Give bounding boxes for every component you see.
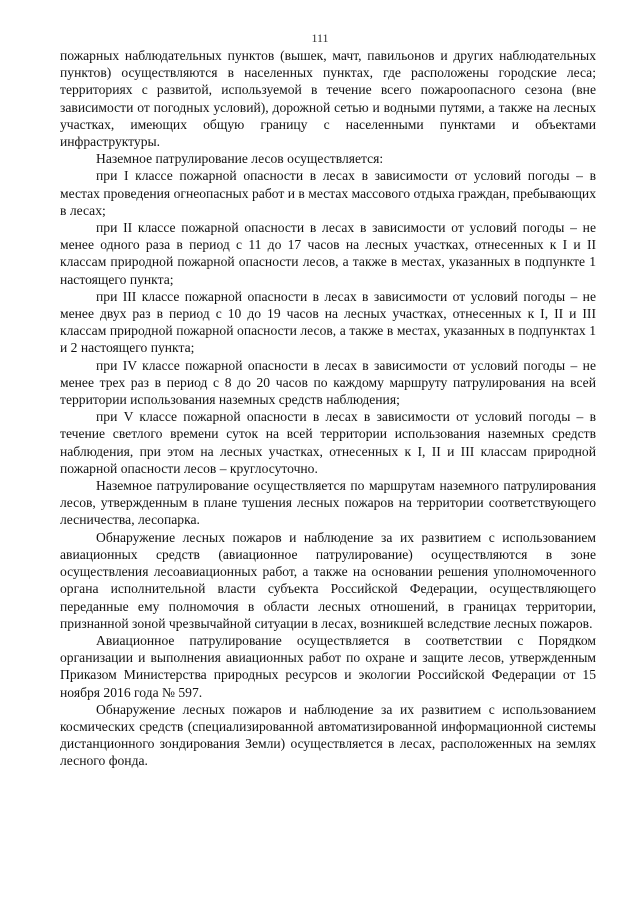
paragraph: Обнаружение лесных пожаров и наблюдение за их развитием с использованием космических средств (специализированной автоматизированной информационной системы дистанционного зондирования Земли) осуществляется в лесах, расположенных на землях лесного фонда. [60, 701, 596, 769]
paragraph: Авиационное патрулирование осуществляется в соответствии с Порядком организации и выполнения авиационных работ по охране и защите лесов, утвержденным Приказом Министерства природных ресурсов и экологии Российской Федерации от 15 ноября 2016 года № 597. [60, 632, 596, 700]
paragraph: Наземное патрулирование лесов осуществляется: [96, 151, 384, 167]
paragraph: при II классе пожарной опасности в лесах в зависимости от условий погоды – не менее одного раза в период с 11 до 17 часов на лесных участках, отнесенных к I и II классам природной пожарной опасности лесов, а также в местах, указанных в подпункте 1 настоящего пункта; [60, 220, 596, 287]
paragraph: при I классе пожарной опасности в лесах в зависимости от условий погоды – в местах проведения огнеопасных работ и в местах массового отдыха граждан, пребывающих в лесах; [60, 168, 596, 218]
paragraph: при IV классе пожарной опасности в лесах в зависимости от условий погоды – не менее трех раз в период с 8 до 20 часов по каждому маршруту патрулирования на всей территории использования наземных средств наблюдения; [60, 357, 596, 408]
paragraph: Наземное патрулирование осуществляется по маршрутам наземного патрулирования лесов, утвержденным в плане тушения лесных пожаров на территории соответствующего лесничества, лесопарка. [60, 478, 596, 528]
body-text [60, 47, 596, 770]
paragraph: при III классе пожарной опасности в лесах в зависимости от условий погоды – не менее двух раз в период с 10 до 19 часов на лесных участках, отнесенных к I, II и III классам природной пожарной опасности лесов, а также в местах, указанных в подпунктах 1 и 2 настоящего пункта; [60, 288, 596, 356]
paragraph: Обнаружение лесных пожаров и наблюдение за их развитием с использованием авиационных средств (авиационное патрулирование) осуществляются в зоне осуществления лесоавиационных работ, а также на основании решения уполномоченного органа исполнительной власти субъекта Российской Федерации, осуществляющего переданные ему полномочия в области лесных отношений, в границах территории, признанной зоной чрезвычайной ситуации в лесах, возникшей вследствие лесных пожаров. [60, 529, 596, 631]
paragraph: при V классе пожарной опасности в лесах в зависимости от условий погоды – в течение светлого времени суток на всей территории использования наземных средств наблюдения, при этом на лесных участках, отнесенных к I, II и III классам природной пожарной опасности лесов – круглосуточно. [60, 409, 596, 476]
paragraph: пожарных наблюдательных пунктов (вышек, мачт, павильонов и других наблюдательных пунктов) осуществляются в населенных пунктах, где расположены городские леса; территориях с развитой, используемой в течение всего пожароопасного сезона (вне зависимости от погодных условий), дорожной сетью и водными путями, а также на лесных участках, имеющих общую границу с населенными пунктами и объектами инфраструктуры. [60, 48, 596, 150]
page-number: 111 [311, 31, 329, 45]
